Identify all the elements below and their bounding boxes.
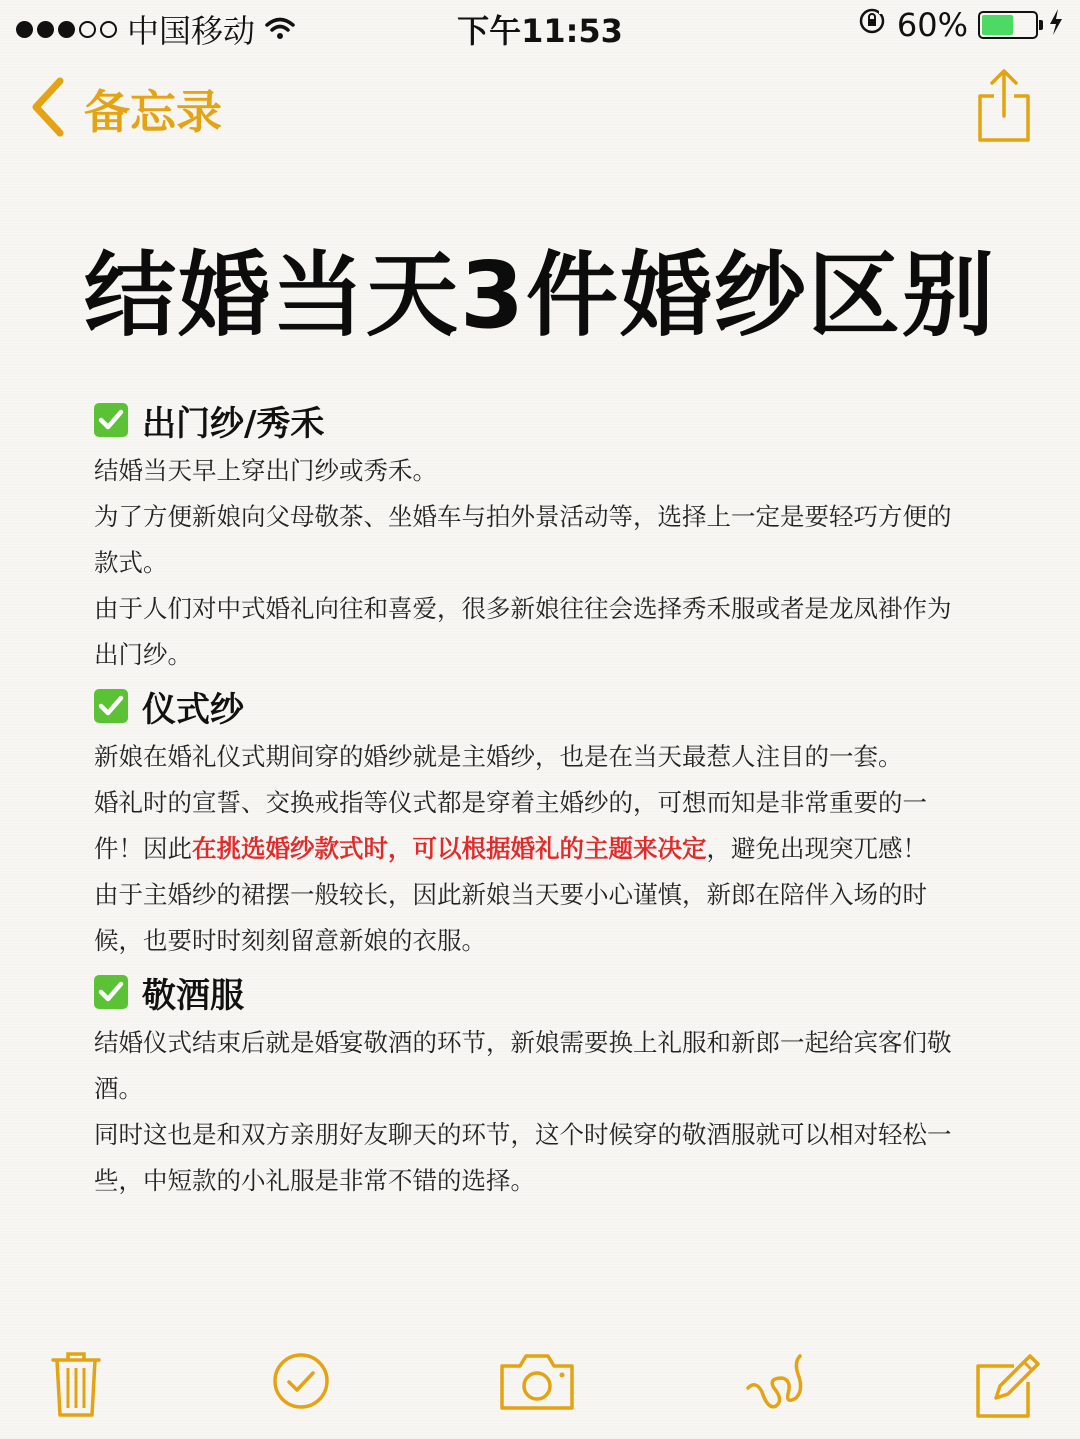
- share-button[interactable]: [976, 68, 1032, 148]
- note-line: 为了方便新娘向父母敬茶、坐婚车与拍外景活动等，选择上一定是要轻巧方便的: [94, 502, 952, 531]
- checkmark-icon: [94, 975, 128, 1009]
- section-heading: [94, 964, 994, 1020]
- section-title: 敬酒服: [142, 975, 244, 1016]
- status-right: [857, 6, 1064, 44]
- carrier-name: 中国移动: [127, 12, 256, 50]
- note-line: 新娘在婚礼仪式期间穿的婚纱就是主婚纱，也是在当天最惹人注目的一套。: [94, 742, 903, 771]
- note-body[interactable]: [94, 392, 994, 1204]
- orientation-lock-icon: [857, 6, 887, 44]
- status-bar: [0, 0, 1080, 56]
- checkmark-icon: [94, 689, 128, 723]
- section-title: 出门纱/秀禾: [142, 403, 325, 444]
- note-line: 同时这也是和双方亲朋好友聊天的环节，这个时候穿的敬酒服就可以相对轻松一: [94, 1120, 952, 1149]
- chevron-left-icon: [30, 77, 66, 141]
- camera-icon: [498, 1397, 576, 1416]
- navigation-bar: [0, 64, 1080, 164]
- note-title: 结婚当天3件婚纱区别: [83, 242, 996, 349]
- delete-button[interactable]: [50, 1350, 102, 1422]
- note-line-highlighted: [94, 826, 994, 872]
- note-line: 结婚仪式结束后就是婚宴敬酒的环节，新娘需要换上礼服和新郎一起给宾客们敬: [94, 1028, 952, 1057]
- trash-icon: [50, 1403, 102, 1422]
- note-line: 款式。: [94, 548, 168, 577]
- note-line: 酒。: [94, 1074, 143, 1103]
- charging-icon: [1048, 6, 1064, 44]
- back-label: 备忘录: [84, 85, 222, 139]
- sketch-icon: [742, 1401, 810, 1420]
- note-line: 候，也要时时刻刻留意新娘的衣服。: [94, 926, 486, 955]
- battery-icon: [978, 11, 1038, 39]
- battery-percent: 60%: [896, 6, 968, 44]
- compose-icon: [974, 1405, 1040, 1424]
- checklist-icon: [272, 1397, 330, 1416]
- note-line: 婚礼时的宣誓、交换戒指等仪式都是穿着主婚纱的，可想而知是非常重要的一: [94, 788, 927, 817]
- note-line: 由于主婚纱的裙摆一般较长，因此新娘当天要小心谨慎，新郎在陪伴入场的时: [94, 880, 927, 909]
- back-button[interactable]: [30, 76, 222, 142]
- checkmark-icon: [94, 403, 128, 437]
- note-line: 些，中短款的小礼服是非常不错的选择。: [94, 1166, 535, 1195]
- note-line: 由于人们对中式婚礼向往和喜爱，很多新娘往往会选择秀禾服或者是龙凤褂作为: [94, 594, 952, 623]
- status-time: 下午11:53: [457, 12, 623, 50]
- section-title: 仪式纱: [142, 689, 244, 730]
- section-heading: [94, 678, 994, 734]
- camera-button[interactable]: [498, 1350, 576, 1416]
- sketch-button[interactable]: [742, 1350, 810, 1420]
- bottom-toolbar: [0, 1340, 1080, 1430]
- compose-button[interactable]: [974, 1350, 1040, 1424]
- text-before-highlight: 件！因此: [94, 834, 192, 863]
- section-heading: [94, 392, 994, 448]
- share-icon: [976, 129, 1032, 148]
- note-line: 出门纱。: [94, 640, 192, 669]
- checklist-button[interactable]: [272, 1350, 330, 1416]
- highlighted-text: 在挑选婚纱款式时，可以根据婚礼的主题来决定: [192, 834, 707, 863]
- note-line: 结婚当天早上穿出门纱或秀禾。: [94, 456, 437, 485]
- text-after-highlight: ，避免出现突兀感！: [706, 834, 927, 863]
